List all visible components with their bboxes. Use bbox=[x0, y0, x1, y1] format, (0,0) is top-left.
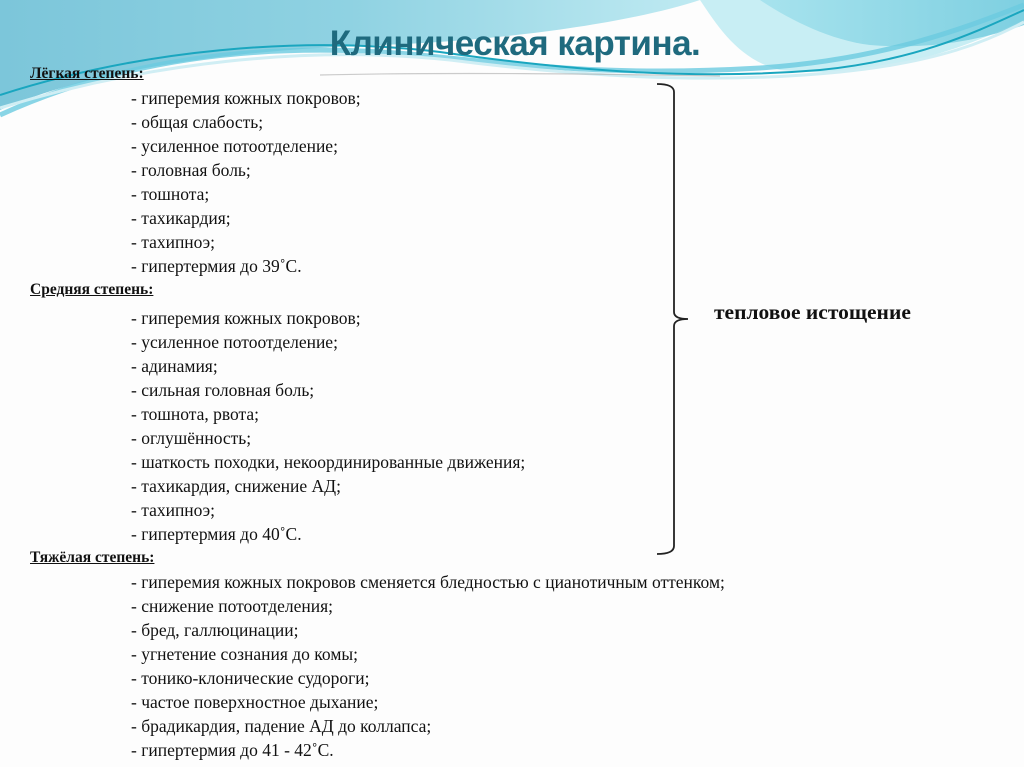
list-item: - усиленное потоотделение; bbox=[131, 136, 338, 156]
list-item: - шаткость походки, некоординированные движения; bbox=[131, 452, 526, 472]
list-item: - тошнота; bbox=[131, 184, 210, 204]
section-heading-severe: Тяжёлая степень: bbox=[30, 549, 155, 566]
list-item: - тонико-клонические судороги; bbox=[131, 668, 370, 688]
list-item: - частое поверхностное дыхание; bbox=[131, 692, 379, 712]
list-item: - гипертермия до 39˚С. bbox=[131, 256, 302, 276]
list-item: - тахикардия, снижение АД; bbox=[131, 476, 341, 496]
slide-title: Клиническая картина. bbox=[329, 24, 701, 63]
symptom-list bbox=[30, 62, 725, 762]
list-item: - головная боль; bbox=[131, 160, 251, 180]
list-item: - бред, галлюцинации; bbox=[131, 620, 299, 640]
curly-brace bbox=[650, 80, 700, 560]
list-item: - тахикардия; bbox=[131, 208, 231, 228]
section-heading-mild: Лёгкая степень: bbox=[30, 65, 144, 82]
list-item: - сильная головная боль; bbox=[131, 380, 315, 400]
list-item: - тахипноэ; bbox=[131, 500, 216, 520]
list-item: - тахипноэ; bbox=[131, 232, 216, 252]
list-item: - общая слабость; bbox=[131, 112, 264, 132]
list-item: - адинамия; bbox=[131, 356, 218, 376]
list-item: - гипертермия до 41 - 42˚С. bbox=[131, 740, 334, 760]
list-item: - оглушённость; bbox=[131, 428, 252, 448]
list-item: - брадикардия, падение АД до коллапса; bbox=[131, 716, 432, 736]
list-item: - угнетение сознания до комы; bbox=[131, 644, 359, 664]
section-heading-moderate: Средняя степень: bbox=[30, 281, 154, 298]
list-item: - гиперемия кожных покровов; bbox=[131, 88, 361, 108]
list-item: - тошнота, рвота; bbox=[131, 404, 260, 424]
list-item: - усиленное потоотделение; bbox=[131, 332, 338, 352]
list-item: - гиперемия кожных покровов сменяется бледностью с цианотичным оттенком; bbox=[131, 572, 725, 592]
list-item: - снижение потоотделения; bbox=[131, 596, 334, 616]
list-item: - гиперемия кожных покровов; bbox=[131, 308, 361, 328]
list-item: - гипертермия до 40˚С. bbox=[131, 524, 302, 544]
brace-label: тепловое истощение bbox=[714, 300, 911, 324]
